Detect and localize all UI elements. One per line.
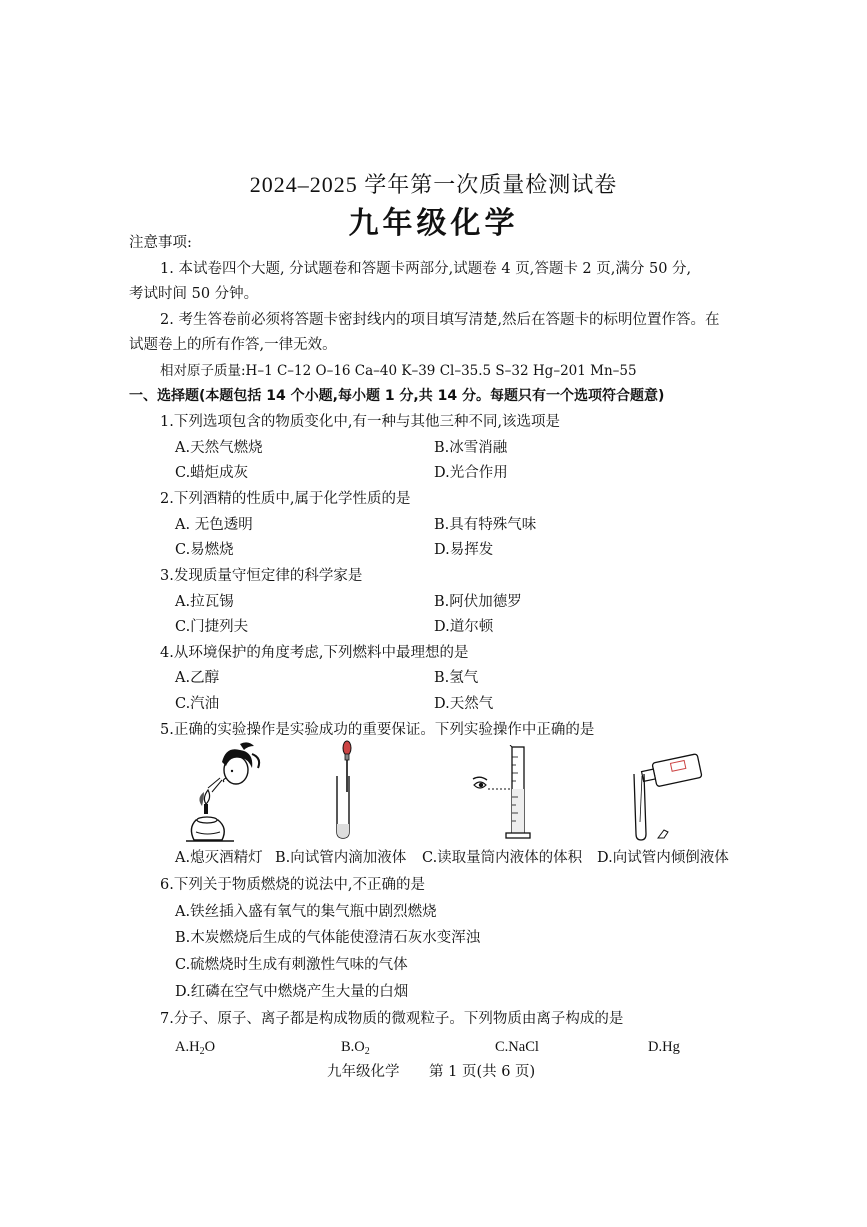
q6-option-b: B.木炭燃烧后生成的气体能使澄清石灰水变浑浊 bbox=[175, 930, 481, 946]
q6-option-a: A.铁丝插入盛有氧气的集气瓶中剧烈燃烧 bbox=[175, 904, 437, 920]
atomic-masses: 相对原子质量:H–1 C–12 O–16 Ca–40 K–39 Cl–35.5 S–32 Hg–201 Mn–55 bbox=[160, 363, 637, 379]
q7-option-c: C.NaCl bbox=[495, 1039, 539, 1055]
q3-option-a: A.拉瓦锡 bbox=[175, 594, 234, 610]
question-2-stem: 2.下列酒精的性质中,属于化学性质的是 bbox=[160, 491, 411, 507]
q1-option-b: B.冰雪消融 bbox=[434, 440, 508, 456]
q3-option-b: B.阿伏加德罗 bbox=[434, 594, 522, 610]
question-5-stem: 5.正确的实验操作是实验成功的重要保证。下列实验操作中正确的是 bbox=[160, 722, 595, 738]
section-1-heading: 一、选择题(本题包括 14 个小题,每小题 1 分,共 14 分。每题只有一个选项符合题意) bbox=[129, 388, 665, 404]
q7-option-d: D.Hg bbox=[648, 1039, 680, 1055]
notice-item-1: 1. 本试卷四个大题, 分试题卷和答题卡两部分,试题卷 4 页,答题卡 2 页,满分 50 分, bbox=[160, 261, 692, 277]
q5-option-c: C.读取量筒内液体的体积 bbox=[422, 850, 583, 866]
q4-option-d: D.天然气 bbox=[434, 696, 494, 712]
figure-pouring-liquid bbox=[628, 752, 708, 842]
q7-option-a: $A.H_2O$ bbox=[175, 1039, 216, 1057]
footer-subject: 九年级化学 bbox=[327, 1064, 400, 1080]
q2-option-c: C.易燃烧 bbox=[175, 542, 234, 558]
subject-title: 九年级化学 bbox=[348, 206, 519, 241]
q5-option-a: A.熄灭酒精灯 bbox=[175, 850, 263, 866]
q2-option-d: D.易挥发 bbox=[434, 542, 494, 558]
notice-item-1-cont: 考试时间 50 分钟。 bbox=[129, 286, 259, 302]
q3-option-d: D.道尔顿 bbox=[434, 619, 494, 635]
q2-option-a: A. 无色透明 bbox=[175, 517, 253, 533]
q1-option-c: C.蜡炬成灰 bbox=[175, 465, 249, 481]
question-7-stem: 7.分子、原子、离子都是构成物质的微观粒子。下列物质由离子构成的是 bbox=[160, 1011, 624, 1027]
figure-blow-out-lamp bbox=[182, 740, 272, 842]
q7-option-b: $B.O_2$ bbox=[341, 1039, 370, 1057]
q4-option-b: B.氢气 bbox=[434, 670, 479, 686]
q4-option-a: A.乙醇 bbox=[175, 670, 220, 686]
notice-heading: 注意事项: bbox=[129, 235, 192, 251]
q5-option-b: B.向试管内滴加液体 bbox=[275, 850, 407, 866]
q3-option-c: C.门捷列夫 bbox=[175, 619, 249, 635]
q1-option-d: D.光合作用 bbox=[434, 465, 508, 481]
question-1-stem: 1.下列选项包含的物质变化中,有一种与其他三种不同,该选项是 bbox=[160, 414, 561, 430]
question-6-stem: 6.下列关于物质燃烧的说法中,不正确的是 bbox=[160, 877, 425, 893]
exam-title: 2024–2025 学年第一次质量检测试卷 bbox=[249, 172, 618, 197]
q6-option-c: C.硫燃烧时生成有刺激性气味的气体 bbox=[175, 957, 408, 973]
q6-option-d: D.红磷在空气中燃烧产生大量的白烟 bbox=[175, 984, 409, 1000]
question-3-stem: 3.发现质量守恒定律的科学家是 bbox=[160, 568, 363, 584]
figure-reading-cylinder bbox=[470, 745, 540, 841]
page-number: 第 1 页(共 6 页) bbox=[429, 1064, 536, 1080]
q5-option-d: D.向试管内倾倒液体 bbox=[597, 850, 729, 866]
q4-option-c: C.汽油 bbox=[175, 696, 220, 712]
q2-option-b: B.具有特殊气味 bbox=[434, 517, 537, 533]
notice-item-2-cont: 试题卷上的所有作答,一律无效。 bbox=[129, 337, 337, 353]
figure-dropper-test-tube bbox=[325, 740, 365, 840]
q1-option-a: A.天然气燃烧 bbox=[175, 440, 263, 456]
question-4-stem: 4.从环境保护的角度考虑,下列燃料中最理想的是 bbox=[160, 645, 469, 661]
notice-item-2: 2. 考生答卷前必须将答题卡密封线内的项目填写清楚,然后在答题卡的标明位置作答。在 bbox=[160, 312, 720, 328]
